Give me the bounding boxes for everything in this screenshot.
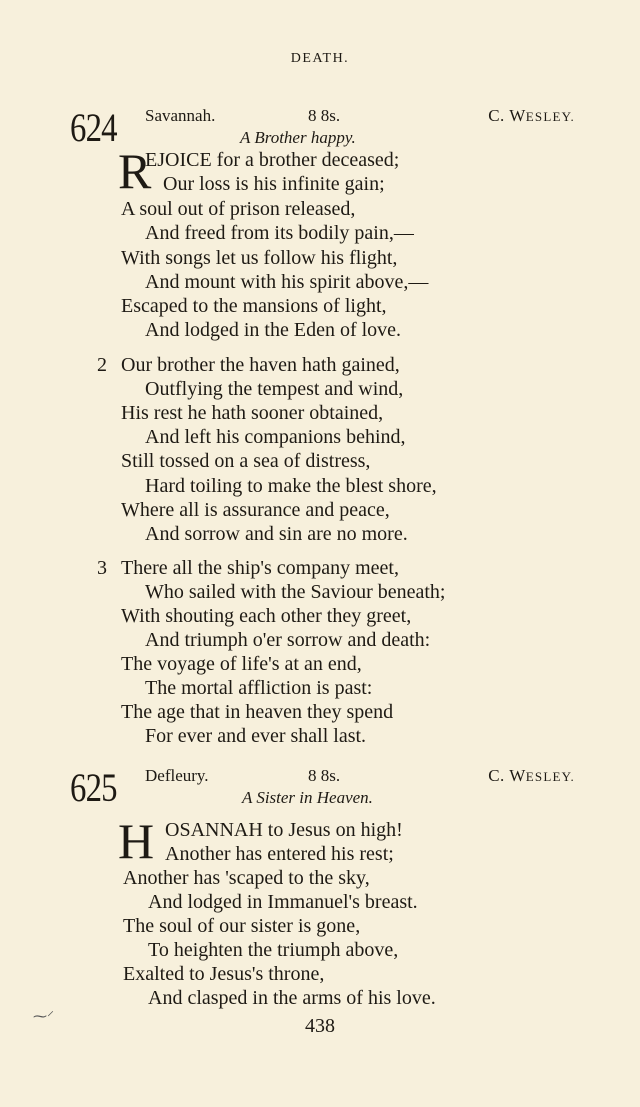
verse-line: Another has 'scaped to the sky,	[123, 867, 370, 889]
verse-line: OSANNAH to Jesus on high!	[165, 819, 403, 841]
verse-line: With shouting each other they greet,	[121, 605, 412, 627]
meter: 8 8s.	[308, 106, 341, 125]
verse-line: To heighten the triumph above,	[148, 939, 399, 961]
verse-line: Outflying the tempest and wind,	[145, 378, 404, 400]
verse-line: A soul out of prison released,	[121, 198, 356, 220]
verse-line: And lodged in the Eden of love.	[145, 319, 402, 341]
verse-line: The mortal affliction is past:	[145, 677, 373, 699]
author-surname-rest: ESLEY.	[525, 769, 575, 784]
verse-line: There all the ship's company meet,	[121, 557, 399, 579]
margin-mark: ⁓⸍	[33, 1010, 54, 1025]
verse-line: Escaped to the mansions of light,	[121, 295, 387, 317]
meter: 8 8s.	[308, 766, 341, 785]
verse-line: The age that in heaven they spend	[121, 701, 394, 723]
verse-line: The soul of our sister is gone,	[123, 915, 361, 937]
verse-line: The voyage of life's at an end,	[121, 653, 362, 675]
verse-line: Where all is assurance and peace,	[121, 499, 390, 521]
verse-line: Who sailed with the Saviour beneath;	[145, 581, 446, 603]
hymn-number: 624	[70, 105, 117, 150]
verse-line: And freed from its bodily pain,—	[145, 222, 414, 244]
verse-line: And mount with his spirit above,—	[145, 271, 429, 293]
tune-name: Defleury.	[145, 766, 209, 785]
verse-line: Still tossed on a sea of distress,	[121, 450, 371, 472]
drop-cap: H	[118, 813, 155, 869]
author-initial: C. W	[488, 766, 526, 785]
drop-cap: R	[118, 143, 152, 199]
verse-line: And left his companions behind,	[145, 426, 406, 448]
verse-line: EJOICE for a brother deceased;	[145, 149, 400, 171]
verse-line: Exalted to Jesus's throne,	[123, 963, 325, 985]
verse-line: And clasped in the arms of his love.	[148, 987, 436, 1009]
verse-line: And triumph o'er sorrow and death:	[145, 629, 431, 651]
verse-line: Another has entered his rest;	[165, 843, 394, 865]
running-header: DEATH.	[290, 51, 350, 66]
author	[488, 766, 575, 786]
hymn-625-heading	[70, 766, 575, 810]
verse-line: His rest he hath sooner obtained,	[121, 402, 384, 424]
author-surname-rest: ESLEY.	[525, 109, 575, 124]
verse-line: And lodged in Immanuel's breast.	[148, 891, 418, 913]
author-initial: C. W	[488, 106, 526, 125]
verse-number: 2	[97, 354, 107, 376]
verse-line: Hard toiling to make the blest shore,	[145, 475, 437, 497]
verse-line: For ever and ever shall last.	[145, 725, 367, 747]
verse-line: Our brother the haven hath gained,	[121, 354, 400, 376]
verse-line: Our loss is his infinite gain;	[163, 173, 385, 195]
hymn-number: 625	[70, 765, 117, 810]
hymn-subtitle: A Brother happy.	[240, 128, 356, 147]
verse-number: 3	[97, 557, 107, 579]
author	[488, 106, 575, 126]
hymn-subtitle: A Sister in Heaven.	[242, 788, 373, 807]
verse-line: With songs let us follow his flight,	[121, 247, 398, 269]
page-number: 438	[305, 1015, 335, 1037]
verse-line: And sorrow and sin are no more.	[145, 523, 408, 545]
tune-name: Savannah.	[145, 106, 216, 125]
